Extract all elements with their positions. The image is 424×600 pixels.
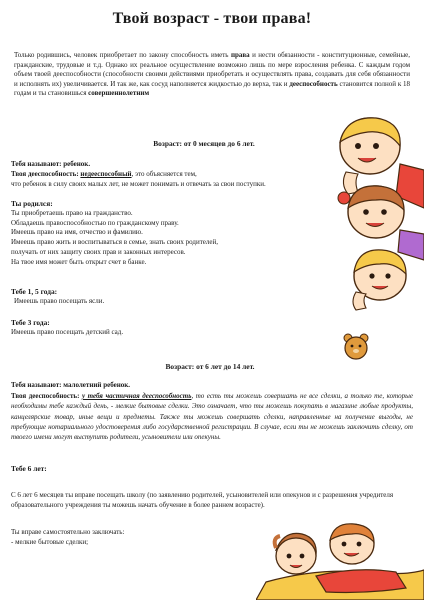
- s1-born-heading: Ты родился:: [11, 199, 53, 208]
- s1-born-line: Имеешь право на имя, отчество и фамилию.: [11, 228, 143, 237]
- s2-capacity-text: , то есть ты можешь совершать не все сделки, а только те, которые необходимы тебе каждый день, - мелкие бытовые сделки. Это означает, что ты можешь покупать в магазине любые продукты, канцелярские товар, иные вещи и предметы. Также ты можешь совершать сделки, направленные на получение выгоды, не требующие нотариального удостоверения либо государственной регистрации. В случае, если ты не можешь заключить сделку, от твоего имени могут выступить родители, усыновители или опекуны.: [11, 392, 414, 442]
- section1-born: [11, 199, 218, 268]
- s2-independent-label: Ты вправе самостоятельно заключать:: [11, 528, 125, 536]
- section1-block: [11, 160, 266, 189]
- child-face-icon: [353, 250, 406, 310]
- peeking-children-illustration: [296, 112, 424, 362]
- s1-capacity-rest: , это объясняется тем,: [131, 169, 197, 178]
- intro-bold-capacity: дееспособность: [289, 79, 338, 88]
- s1-age15-line: Имеешь право посещать ясли.: [14, 296, 105, 305]
- s2-age6-heading: Тебе 6 лет:: [11, 464, 47, 473]
- child-face-icon: [330, 524, 374, 564]
- intro-text-3: становится полной к 18 годам и ты становишься: [14, 79, 410, 98]
- s2-called-value: малолетний ребенок.: [63, 381, 131, 389]
- section2-age6-heading-wrap: [11, 464, 47, 474]
- s1-born-line: Ты приобретаешь право на гражданство.: [11, 208, 133, 217]
- section1-heading: Возраст: от 0 месяцев до 6 лет.: [153, 139, 255, 148]
- intro-text-2: и нести обязанности - конституционные, семейные, гражданские, трудовые и т.д. Однако их реальное осуществление возможно лишь по мере взросления ребенка. С каждым годом объем твоей дееспособности (способности своими действиями приобретать и осуществлять права, создавать для себя обязанности и исполнять их) увеличивается. И так же, как сосуд наполняется жидкостью до верха, так и: [14, 51, 410, 88]
- section2-capacity: [11, 391, 413, 442]
- s1-age3-line: Имеешь право посещать детский сад.: [11, 327, 124, 336]
- child-face-icon: [275, 533, 317, 574]
- s1-capacity-label: Твоя дееспособность:: [11, 169, 79, 178]
- s1-called-value: ребенок.: [63, 160, 91, 168]
- s1-called-label: Тебя называют:: [11, 160, 62, 168]
- intro-bold-adult: совершеннолетним: [88, 89, 150, 98]
- intro-paragraph: [14, 51, 410, 99]
- s2-age6-text: С 6 лет 6 месяцев ты вправе посещать школу (по заявлению родителей, усыновителей или опекунов и с разрешения учредителя образовательного учреждения ты можешь начать обучение в более раннем возрасте).: [11, 491, 394, 510]
- page-title: Твой возраст - твои права!: [112, 10, 312, 27]
- s2-called-label: Тебя называют:: [11, 381, 62, 389]
- lying-children-illustration: [256, 510, 424, 600]
- s1-born-line: получать от них защиту своих прав и законных интересов.: [11, 247, 186, 256]
- s1-age15-heading: Тебе 1, 5 года:: [11, 287, 58, 296]
- s1-born-line: Обладаешь правоспособностью по гражданскому праву.: [11, 218, 179, 227]
- s2-capacity-em: у тебя частичная дееспособность: [81, 392, 192, 400]
- section2-independent: [11, 528, 124, 548]
- section1-age15: [11, 287, 104, 307]
- s1-capacity-explanation: что ребенок в силу своих малых лет, не может понимать и отвечать за свои поступки.: [11, 179, 266, 188]
- section1-age3: [11, 318, 123, 338]
- s1-born-line: На твое имя может быть открыт счет в банке.: [11, 257, 147, 266]
- teddy-bear-icon: [344, 334, 368, 359]
- intro-text-1: Только родившись, человек приобретает по закону способность иметь: [14, 51, 231, 59]
- s2-independent-item: - мелкие бытовые сделки;: [11, 537, 89, 546]
- intro-bold-rights: права: [230, 51, 250, 59]
- s2-capacity-label: Твоя дееспособность:: [11, 392, 80, 400]
- section2-called: [11, 381, 130, 391]
- section2-heading: Возраст: от 6 лет до 14 лет.: [165, 362, 255, 371]
- s1-age3-heading: Тебе 3 года:: [11, 318, 50, 327]
- child-body-icon: [316, 570, 406, 593]
- s1-capacity-value: недееспособный: [80, 169, 132, 178]
- s1-born-line: Имеешь право жить и воспитываться в семье, знать своих родителей,: [11, 238, 218, 247]
